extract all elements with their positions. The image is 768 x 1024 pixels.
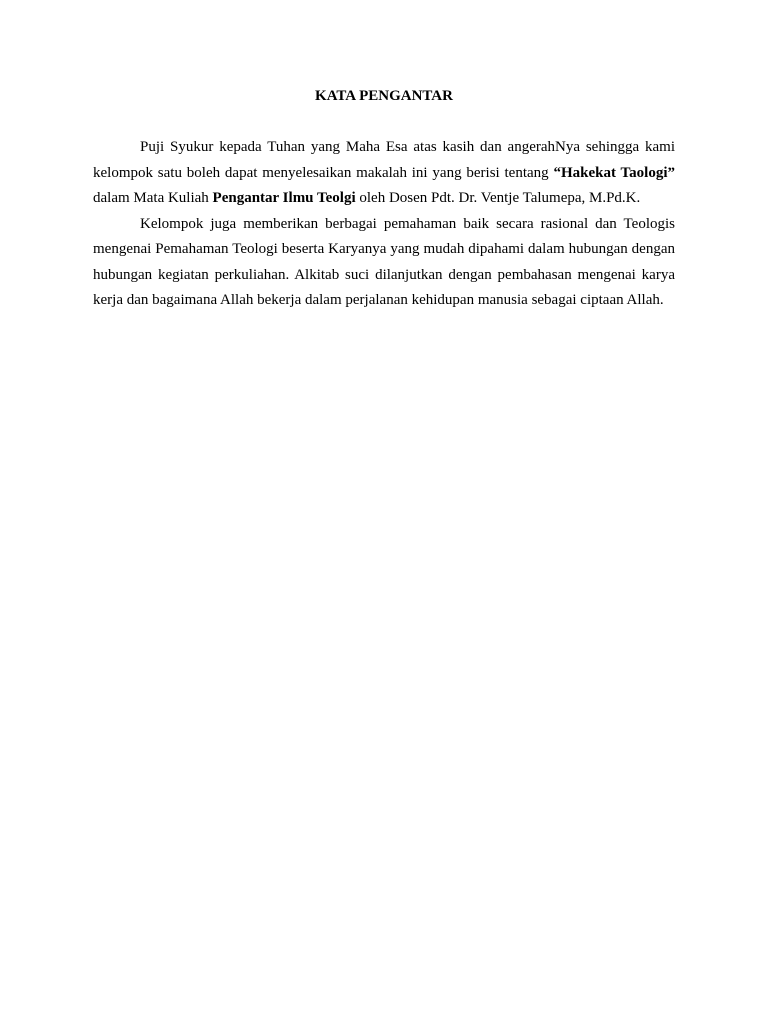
paragraph-intro-text-c: oleh Dosen Pdt. Dr. Ventje Talumepa, M.Pd.K. xyxy=(355,190,641,206)
paragraph-intro xyxy=(93,135,675,212)
document-body xyxy=(93,135,675,314)
paper-topic-title: “Hakekat Taologi” xyxy=(553,164,675,181)
page-title: KATA PENGANTAR xyxy=(315,88,453,104)
course-name: Pengantar Ilmu Teolgi xyxy=(212,190,356,206)
paragraph-content: Kelompok juga memberikan berbagai pemahaman baik secara rasional dan Teologis mengenai Pemahaman Teologi beserta Karyanya yang mudah dipahami dalam hubungan dengan hubungan kegiatan perkuliahan. Alkitab suci dilanjutkan dengan pembahasan mengenai karya kerja dan bagaimana Allah bekerja dalam perjalanan kehidupan manusia sebagai ciptaan Allah. xyxy=(93,215,675,308)
paragraph-intro-text-b: dalam Mata Kuliah xyxy=(93,190,213,206)
paragraph-intro-text-a: Puji Syukur kepada Tuhan yang Maha Esa atas kasih dan angerahNya sehingga kami kelompok satu boleh dapat menyelesaikan makalah ini yang berisi tentang xyxy=(93,139,675,181)
